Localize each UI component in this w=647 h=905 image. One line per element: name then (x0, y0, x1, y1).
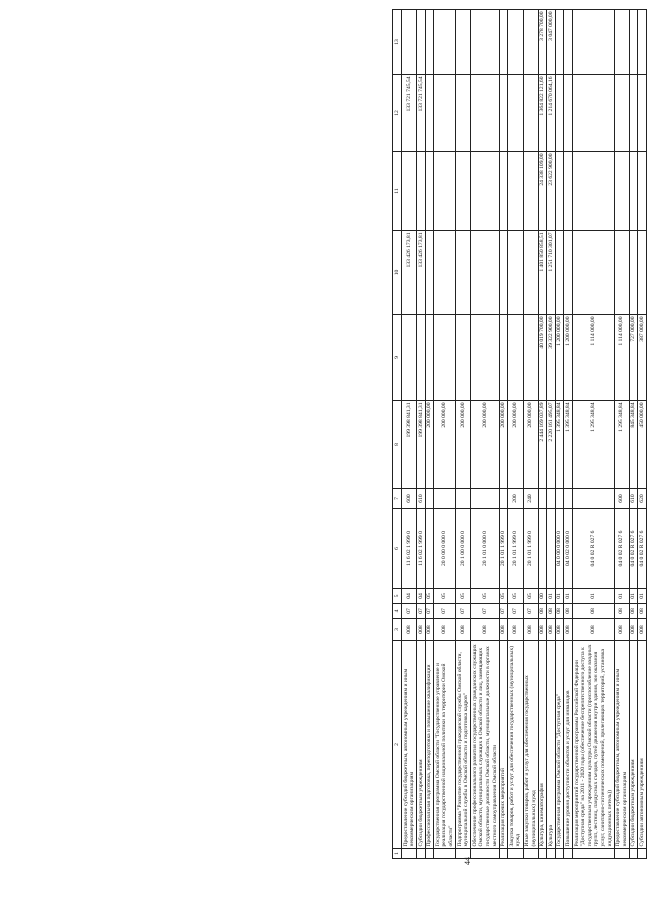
table-cell: 199 398 841,31 (417, 401, 426, 489)
column-header: 12 (393, 75, 402, 152)
table-cell (564, 152, 573, 231)
table-cell (629, 231, 638, 315)
table-cell: 1 200 000,00 (564, 315, 573, 401)
table-cell: 01 (573, 589, 615, 604)
table-cell: 04 0 00 0 000 0 (555, 509, 564, 589)
table-cell (434, 489, 456, 509)
table-cell (638, 152, 647, 231)
column-header: 9 (393, 315, 402, 401)
table-cell (499, 489, 508, 509)
table-cell: 008 (425, 619, 434, 641)
table-row (425, 10, 434, 859)
page-number: 44 (463, 857, 472, 865)
table-cell (555, 231, 564, 315)
table-cell (555, 10, 564, 75)
table-row (471, 10, 499, 859)
table-cell: 1 114 000,00 (573, 315, 615, 401)
table-cell: 3 278 700,00 (538, 10, 547, 75)
table-cell (638, 231, 647, 315)
table-cell (508, 152, 523, 231)
table-cell: 04 0 02 R 027 6 (573, 509, 615, 589)
table-cell: 008 (547, 619, 556, 641)
column-header: 6 (393, 509, 402, 589)
row-label-cell: Государственная программа Омской области "Доступная среда" (555, 641, 564, 849)
table-cell: 08 (638, 604, 647, 619)
table-cell: 008 (564, 619, 573, 641)
table-cell: 2 444 169 037,89 (538, 401, 547, 489)
table-cell (425, 10, 434, 75)
table-cell (402, 315, 417, 401)
row-label-cell: Культура (547, 641, 556, 849)
table-cell (471, 75, 499, 152)
table-cell (538, 509, 547, 589)
table-cell (499, 315, 508, 401)
table-cell (434, 152, 456, 231)
row-label-cell: Культура, кинематография (538, 641, 547, 849)
table-row (538, 10, 547, 859)
row-label-cell: Предоставление субсидий бюджетным, автономным учреждениям и иным некоммерческим организациям (614, 641, 629, 849)
table-cell (523, 75, 538, 152)
table-cell: 05 (508, 589, 523, 604)
table-cell: 1 395 348,84 (555, 401, 564, 489)
table-cell (499, 231, 508, 315)
table-cell: 610 (629, 489, 638, 509)
table-cell (417, 315, 426, 401)
table-cell: 07 (456, 604, 471, 619)
table-cell: 1 364 822 121,60 (538, 75, 547, 152)
table-cell (434, 10, 456, 75)
table-cell: 01 (547, 589, 556, 604)
table-cell (523, 849, 538, 859)
table-cell (417, 152, 426, 231)
table-cell: 11 6 02 1 999 0 (417, 509, 426, 589)
table-cell (471, 152, 499, 231)
table-cell (425, 152, 434, 231)
table-cell: 04 0 02 R 027 6 (629, 509, 638, 589)
table-cell: 07 (417, 604, 426, 619)
table-cell (555, 75, 564, 152)
table-cell: 23 622 900,00 (547, 152, 556, 231)
table-cell (564, 231, 573, 315)
table-cell (555, 849, 564, 859)
table-cell (573, 10, 615, 75)
table-cell (555, 152, 564, 231)
table-row (564, 10, 573, 859)
table-cell: 05 (471, 589, 499, 604)
table-cell (523, 231, 538, 315)
table-cell (538, 489, 547, 509)
table-cell: 01 (614, 589, 629, 604)
table-cell: 40 019 700,00 (538, 315, 547, 401)
table-cell (471, 231, 499, 315)
table-cell: 07 (425, 604, 434, 619)
table-cell: 07 (471, 604, 499, 619)
row-label-cell: Субсидии автономным учреждениям (638, 641, 647, 849)
table-cell: 008 (629, 619, 638, 641)
table-cell (564, 10, 573, 75)
table-cell (402, 849, 417, 859)
table-cell: 008 (638, 619, 647, 641)
table-row (523, 10, 538, 859)
table-cell: 3 047 000,00 (547, 10, 556, 75)
table-cell (523, 152, 538, 231)
table-cell: 600 (614, 489, 629, 509)
table-cell: 05 (499, 589, 508, 604)
table-cell (538, 849, 547, 859)
table-cell (456, 849, 471, 859)
table-cell (555, 489, 564, 509)
table-cell: 04 0 02 R 027 6 (638, 509, 647, 589)
table-row (456, 10, 471, 859)
table-cell (471, 849, 499, 859)
table-cell: 1 401 850 858,51 (538, 231, 547, 315)
table-cell (614, 152, 629, 231)
table-cell (629, 849, 638, 859)
table-cell: 1 295 348,84 (573, 401, 615, 489)
table-cell: 200 000,00 (508, 401, 523, 489)
table-cell: 1 395 348,84 (564, 401, 573, 489)
column-header: 8 (393, 401, 402, 489)
table-cell: 845 348,84 (629, 401, 638, 489)
table-cell: 20 0 00 0 000 0 (434, 509, 456, 589)
row-label-cell: Подпрограмма "Развитие государственной гражданской службы Омской области, муниципальной службы в Омской области и подготовка кадров" (456, 641, 471, 849)
column-header: 10 (393, 231, 402, 315)
table-cell: 01 (564, 589, 573, 604)
table-cell (629, 152, 638, 231)
row-label-cell: Иные закупки товаров, работ и услуг для обеспечения государственных (муниципальных) нужд (523, 641, 538, 849)
table-cell: 20 1 01 0 000 0 (471, 509, 499, 589)
table-cell: 07 (508, 604, 523, 619)
column-header: 13 (393, 10, 402, 75)
table-cell: 133 721 745,54 (402, 75, 417, 152)
table-cell: 04 0 02 0 000 0 (564, 509, 573, 589)
table-cell (629, 10, 638, 75)
table-cell: 04 (402, 589, 417, 604)
table-cell (508, 231, 523, 315)
table-cell (425, 489, 434, 509)
table-cell (471, 489, 499, 509)
table-cell (456, 231, 471, 315)
row-label-cell: Субсидии бюджетным учреждениям (629, 641, 638, 849)
table-cell (629, 75, 638, 152)
table-cell (508, 315, 523, 401)
table-cell: 200 000,00 (523, 401, 538, 489)
table-cell (523, 10, 538, 75)
table-cell: 008 (508, 619, 523, 641)
table-cell (499, 849, 508, 859)
table-cell: 450 000,00 (638, 401, 647, 489)
table-cell: 600 (402, 489, 417, 509)
table-cell (456, 75, 471, 152)
table-cell: 620 (638, 489, 647, 509)
row-label-cell: Реализация мероприятий государственной программы Российской Федерации "Доступная среда" на 2011 - 2020 годы (обеспечение беспрепятственного доступа к государственным учреждениям культуры Омской области (приспособление входных групп, лестниц, пандусных съездов, путей движения внутри здания, зон оказания услуг, санитарно-гигиенических помещений, прилегающих территорий, установка индукционных петель)) (573, 641, 615, 849)
table-cell: 008 (573, 619, 615, 641)
table-cell: 1 200 000,00 (555, 315, 564, 401)
table-cell: 200 000,00 (425, 401, 434, 489)
table-cell: 07 (523, 604, 538, 619)
table-cell: 05 (425, 589, 434, 604)
table-cell (417, 849, 426, 859)
table-row (547, 10, 556, 859)
table-cell (547, 489, 556, 509)
table-cell: 1 214 670 064,16 (547, 75, 556, 152)
column-header: 4 (393, 604, 402, 619)
table-cell (434, 849, 456, 859)
table-cell (499, 75, 508, 152)
table-cell: 200 (508, 489, 523, 509)
table-cell: 240 (523, 489, 538, 509)
table-cell: 008 (456, 619, 471, 641)
table-row (555, 10, 564, 859)
table-cell: 008 (614, 619, 629, 641)
column-header: 3 (393, 619, 402, 641)
table-cell: 07 (402, 604, 417, 619)
table-cell (402, 152, 417, 231)
table-cell: 01 (629, 589, 638, 604)
table-cell (614, 849, 629, 859)
table-cell (402, 10, 417, 75)
table-cell (638, 849, 647, 859)
table-cell: 08 (547, 604, 556, 619)
table-cell (425, 231, 434, 315)
table-cell (434, 315, 456, 401)
table-row (499, 10, 508, 859)
table-cell (425, 509, 434, 589)
table-cell: 20 1 00 0 000 0 (456, 509, 471, 589)
table-cell: 08 (614, 604, 629, 619)
row-label-cell: Закупка товаров, работ и услуг для обеспечения государственных (муниципальных) нужд (508, 641, 523, 849)
table-cell (425, 75, 434, 152)
column-header: 11 (393, 152, 402, 231)
row-label-cell: Повышение уровня доступности объектов и услуг для инвалидов (564, 641, 573, 849)
table-cell (456, 152, 471, 231)
table-cell: 11 6 02 1 999 0 (402, 509, 417, 589)
table-row (638, 10, 647, 859)
table-cell (638, 75, 647, 152)
table-cell (417, 10, 426, 75)
table-cell (614, 10, 629, 75)
row-label-cell: Государственная программа Омской области "Государственное управление и реализация государственной национальной политики на территории Омской области" (434, 641, 456, 849)
table-cell (471, 315, 499, 401)
table-cell: 727 000,00 (629, 315, 638, 401)
table-cell: 24 338 109,00 (538, 152, 547, 231)
table-cell: 008 (434, 619, 456, 641)
column-header: 2 (393, 641, 402, 849)
table-cell (573, 231, 615, 315)
table-cell: 133 426 173,81 (417, 231, 426, 315)
table-cell (499, 10, 508, 75)
table-cell (564, 75, 573, 152)
table-cell: 08 (555, 604, 564, 619)
table-cell (614, 231, 629, 315)
table-cell: 20 1 01 1 999 0 (523, 509, 538, 589)
table-cell: 008 (402, 619, 417, 641)
table-cell (508, 849, 523, 859)
table-cell (564, 849, 573, 859)
table-cell: 20 1 01 1 999 0 (499, 509, 508, 589)
table-cell: 07 (499, 604, 508, 619)
table-cell (547, 509, 556, 589)
table-row (402, 10, 417, 859)
table-row (434, 10, 456, 859)
table-cell: 05 (434, 589, 456, 604)
table-cell: 20 1 01 1 999 0 (508, 509, 523, 589)
table-cell: 008 (499, 619, 508, 641)
table-cell (456, 315, 471, 401)
table-cell (425, 849, 434, 859)
table-cell: 01 (555, 589, 564, 604)
table-row (614, 10, 629, 859)
table-cell: 200 000,00 (434, 401, 456, 489)
table-cell: 133 426 173,81 (402, 231, 417, 315)
table-cell (456, 10, 471, 75)
table-cell (564, 489, 573, 509)
table-cell (471, 10, 499, 75)
table-cell: 07 (434, 604, 456, 619)
table-cell (523, 315, 538, 401)
row-label-cell: Субсидии бюджетным учреждениям (417, 641, 426, 849)
table-cell: 387 000,00 (638, 315, 647, 401)
table-cell (573, 849, 615, 859)
table-cell (573, 152, 615, 231)
row-label-cell: Реализация прочих мероприятий (499, 641, 508, 849)
column-header: 7 (393, 489, 402, 509)
column-header: 1 (393, 849, 402, 859)
table-cell: 01 (638, 589, 647, 604)
row-label-cell: Профессиональная подготовка, переподготовка и повышение квалификации (425, 641, 434, 849)
table-cell (434, 75, 456, 152)
table-cell: 008 (523, 619, 538, 641)
table-cell: 2 220 161 495,07 (547, 401, 556, 489)
header-row (393, 10, 402, 859)
table-cell: 200 000,00 (471, 401, 499, 489)
table-cell (573, 489, 615, 509)
table-cell: 008 (538, 619, 547, 641)
table-row (417, 10, 426, 859)
table-cell: 008 (417, 619, 426, 641)
table-cell: 05 (523, 589, 538, 604)
table-cell: 04 0 02 R 027 6 (614, 509, 629, 589)
table-cell (499, 152, 508, 231)
table-row (629, 10, 638, 859)
table-row (508, 10, 523, 859)
table-cell (573, 75, 615, 152)
table-cell (456, 489, 471, 509)
table-cell: 008 (555, 619, 564, 641)
table-cell (614, 75, 629, 152)
table-cell (638, 10, 647, 75)
table-cell: 08 (564, 604, 573, 619)
table-cell: 08 (573, 604, 615, 619)
table-cell: 1 295 348,84 (614, 401, 629, 489)
table-cell: 08 (629, 604, 638, 619)
table-cell: 200 000,00 (499, 401, 508, 489)
table-cell (547, 849, 556, 859)
table-cell: 39 322 900,00 (547, 315, 556, 401)
table-cell: 610 (417, 489, 426, 509)
table-row (573, 10, 615, 859)
table-cell: 200 000,00 (456, 401, 471, 489)
table-cell: 008 (471, 619, 499, 641)
table-cell: 133 721 745,54 (417, 75, 426, 152)
row-label-cell: Предоставление субсидий бюджетным, автономным учреждениям и иным некоммерческим организациям (402, 641, 417, 849)
row-label-cell: Обеспечение профессионального развития государственных гражданских служащих Омской области, муниципальных служащих в Омской области и лиц, замещающих государственные должности Омской области, муниципальные должности в органах местного самоуправления Омской области (471, 641, 499, 849)
table-cell (425, 315, 434, 401)
table-cell: 1 251 710 301,07 (547, 231, 556, 315)
table-cell: 08 (538, 604, 547, 619)
table-cell (508, 75, 523, 152)
table-cell: 1 114 000,00 (614, 315, 629, 401)
budget-table (392, 9, 647, 859)
table-cell (508, 10, 523, 75)
table-cell: 05 (456, 589, 471, 604)
table-cell (434, 231, 456, 315)
column-header: 5 (393, 589, 402, 604)
table-cell: 199 398 841,31 (402, 401, 417, 489)
table-cell: 00 (538, 589, 547, 604)
table-cell: 04 (417, 589, 426, 604)
